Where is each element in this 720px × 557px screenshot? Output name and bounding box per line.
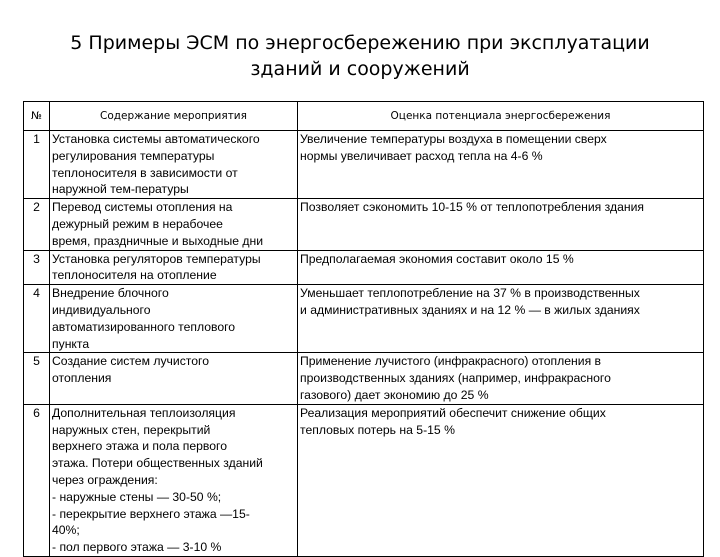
row-num: 3 bbox=[24, 250, 50, 285]
row-content: Установка регуляторов температуры теплоносителя на отопление bbox=[50, 250, 298, 285]
row-estimate: Применение лучистого (инфракрасного) отопления в производственных зданиях (например, инфракрасного газового) дает экономию до 25 % bbox=[298, 353, 704, 404]
row-estimate: Позволяет сэкономить 10-15 % от теплопотребления здания bbox=[298, 199, 704, 250]
row-content: Создание систем лучистого отопления bbox=[50, 353, 298, 404]
row-content: Установка системы автоматического регулирования температуры теплоносителя в зависимости от наружной тем-пературы bbox=[50, 131, 298, 199]
title-line-2: зданий и сооружений bbox=[250, 58, 470, 80]
row-num: 5 bbox=[24, 353, 50, 404]
row-estimate: Реализация мероприятий обеспечит снижение общих тепловых потерь на 5-15 % bbox=[298, 404, 704, 556]
table-header-row bbox=[24, 102, 704, 131]
table-row bbox=[24, 199, 704, 250]
row-content: Перевод системы отопления на дежурный режим в нерабочее время, праздничные и выходные дни bbox=[50, 199, 298, 250]
row-estimate: Уменьшает теплопотребление на 37 % в производственных и административных зданиях и на 12 % — в жилых зданиях bbox=[298, 285, 704, 353]
row-estimate: Увеличение температуры воздуха в помещении сверх нормы увеличивает расход тепла на 4-6 % bbox=[298, 131, 704, 199]
row-num: 1 bbox=[24, 131, 50, 199]
table-row bbox=[24, 404, 704, 556]
row-estimate: Предполагаемая экономия составит около 15 % bbox=[298, 250, 704, 285]
measures-table bbox=[23, 101, 704, 557]
table-row bbox=[24, 131, 704, 199]
header-estimate: Оценка потенциала энергосбережения bbox=[298, 102, 704, 131]
title-line-1: 5 Примеры ЭСМ по энергосбережению при эксплуатации bbox=[70, 32, 650, 54]
table-row bbox=[24, 250, 704, 285]
header-num: № bbox=[24, 102, 50, 131]
table-row bbox=[24, 353, 704, 404]
row-num: 2 bbox=[24, 199, 50, 250]
header-content: Содержание мероприятия bbox=[50, 102, 298, 131]
row-num: 6 bbox=[24, 404, 50, 556]
row-num: 4 bbox=[24, 285, 50, 353]
row-content: Внедрение блочного индивидуального автоматизированного теплового пункта bbox=[50, 285, 298, 353]
page-title bbox=[0, 30, 720, 82]
table-row bbox=[24, 285, 704, 353]
row-content: Дополнительная теплоизоляция наружных стен, перекрытий верхнего этажа и пола первого этажа. Потери общественных зданий через ограждения: - наружные стены — 30-50 %; - перекрытие верхнего этажа —15- 40%; - пол первого этажа — 3-10 % bbox=[50, 404, 298, 556]
